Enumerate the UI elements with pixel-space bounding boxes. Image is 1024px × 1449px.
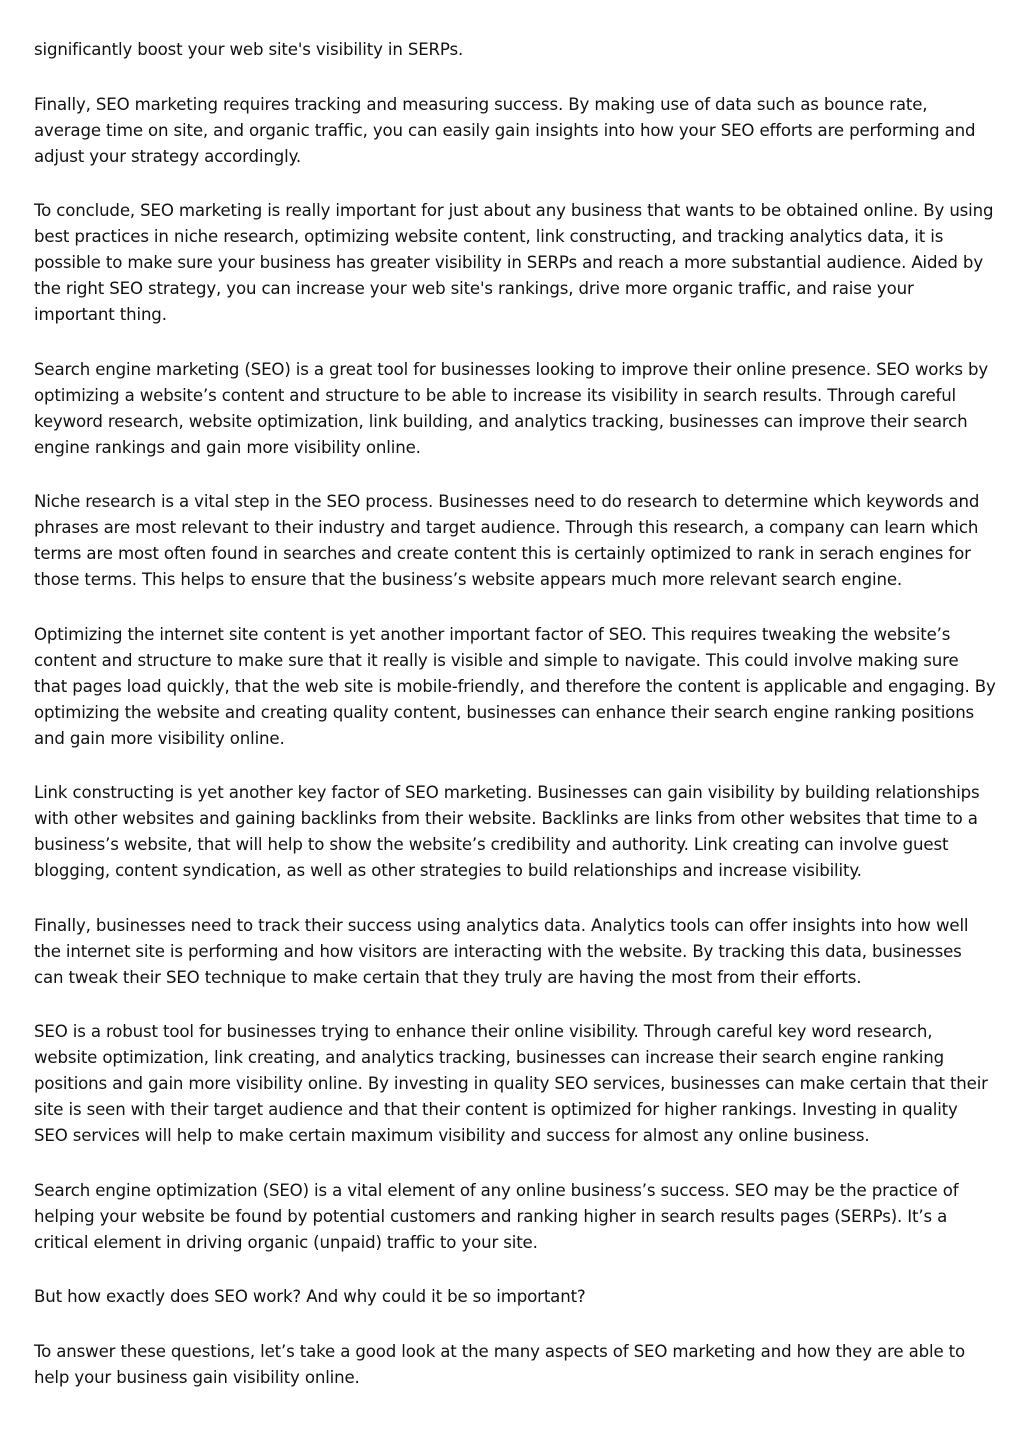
document-body [34, 37, 996, 1419]
paragraph: Finally, SEO marketing requires tracking and measuring success. By making use of data such as bounce rate, average time on site, and organic traffic, you can easily gain insights into how your SEO efforts are performing and adjust your strategy accordingly. [34, 94, 976, 166]
paragraph: SEO is a robust tool for businesses trying to enhance their online visibility. Through careful key word research, website optimization, link creating, and analytics tracking, businesses can increase their search engine ranking positions and gain more visibility online. By investing in quality SEO services, businesses can make certain that their site is seen with their target audience and that their content is optimized for higher rankings. Investing in quality SEO services will help to make certain maximum visibility and success for almost any online business. [34, 1022, 988, 1145]
paragraph: Link constructing is yet another key factor of SEO marketing. Businesses can gain visibility by building relationships with other websites and gaining backlinks from their website. Backlinks are links from other websites that time to a business’s website, that will help to show the website’s credibility and authority. Link creating can involve guest blogging, content syndication, as well as other strategies to build relationships and increase visibility. [34, 783, 980, 880]
paragraph: Finally, businesses need to track their success using analytics data. Analytics tools can offer insights into how well the internet site is performing and how visitors are interacting with the website. By tracking this data, businesses can tweak their SEO technique to make certain that they truly are having the most from their efforts. [34, 915, 969, 987]
paragraph: But how exactly does SEO work? And why could it be so important? [34, 1287, 586, 1306]
paragraph: Search engine marketing (SEO) is a great tool for businesses looking to improve their online presence. SEO works by optimizing a website’s content and structure to be able to increase its visibility in search results. Through careful keyword research, website optimization, link building, and analytics tracking, businesses can improve their search engine rankings and gain more visibility online. [34, 359, 989, 457]
paragraph: To conclude, SEO marketing is really important for just about any business that wants to be obtained online. By using best practices in niche research, optimizing website content, link constructing, and tracking analytics data, it is possible to make sure your business has greater visibility in SERPs and reach a more substantial audience. Aided by the right SEO strategy, you can increase your web site's rankings, drive more organic traffic, and raise your important thing. [34, 201, 994, 324]
paragraph: significantly boost your web site's visibility in SERPs. [34, 40, 464, 59]
paragraph: Search engine optimization (SEO) is a vital element of any online business’s success. SEO may be the practice of helping your website be found by potential customers and ranking higher in search results pages (SERPs). It’s a critical element in driving organic (unpaid) traffic to your site. [34, 1180, 959, 1252]
paragraph: Optimizing the internet site content is yet another important factor of SEO. This requires tweaking the website’s content and structure to make sure that it really is visible and simple to navigate. This could involve making sure that pages load quickly, that the web site is mobile-friendly, and therefore the content is applicable and engaging. By optimizing the website and creating quality content, businesses can enhance their search engine ranking positions and gain more visibility online. [34, 624, 996, 748]
paragraph: Niche research is a vital step in the SEO process. Businesses need to do research to determine which keywords and phrases are most relevant to their industry and target audience. Through this research, a company can learn which terms are most often found in searches and create content this is certainly optimized to rank in serach engines for those terms. This helps to ensure that the business’s website appears much more relevant search engine. [34, 492, 980, 589]
paragraph: To answer these questions, let’s take a good look at the many aspects of SEO marketing and how they are able to help your business gain visibility online. [34, 1341, 965, 1387]
